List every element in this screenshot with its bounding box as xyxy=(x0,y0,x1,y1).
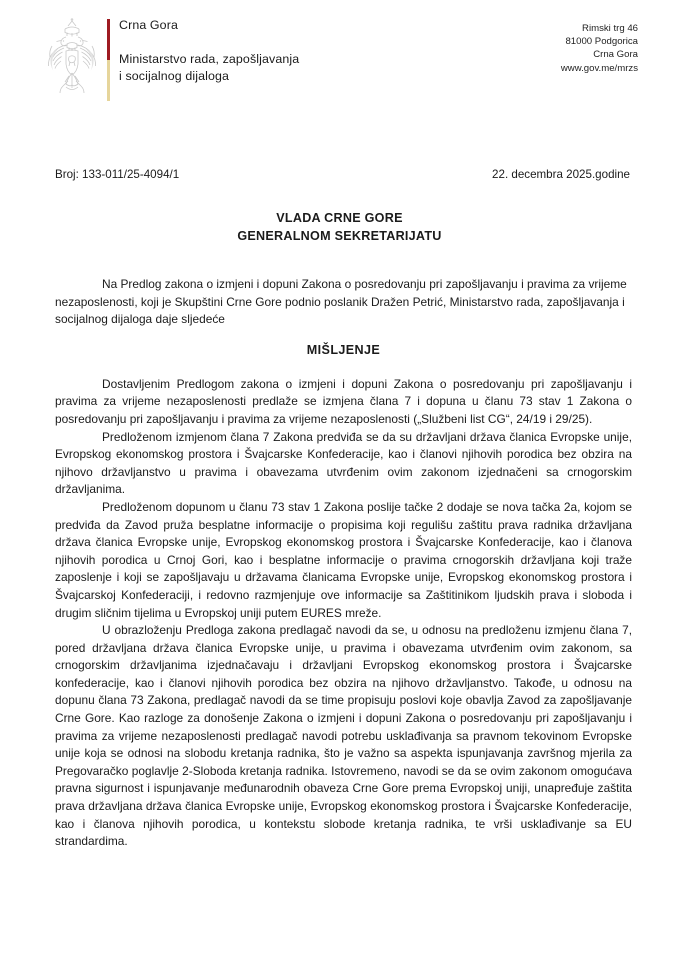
document-date: 22. decembra 2025.godine xyxy=(492,168,630,181)
ribbon-gold-segment xyxy=(107,60,110,101)
ministry-name xyxy=(119,51,449,85)
address-street: Rimski trg 46 xyxy=(582,23,638,34)
montenegro-coat-of-arms-icon xyxy=(46,16,98,104)
flag-ribbon xyxy=(107,19,110,101)
addressee-line-2: GENERALNOM SEKRETARIJATU xyxy=(237,229,442,243)
address-website[interactable]: www.gov.me/mrzs xyxy=(560,62,638,74)
lead-paragraph: Na Predlog zakona o izmjeni i dopuni Zakona o posredovanju pri zapošljavanju i pravima za vrijeme nezaposlenosti, koji je Skupštini Crne Gore podnio poslanik Dražen Petrić, Ministarstvo rada, zapošljavanja i socijalnog dijaloga daje sljedeće xyxy=(55,277,627,327)
address-country: Crna Gora xyxy=(593,49,638,61)
body-paragraph: Predloženom dopunom u članu 73 stav 1 Zakona poslije tačke 2 dodaje se nova tačka 2a, kojom se predviđa da Zavod pruža besplatne informacije o propisima koji regulišu zaštitu prava radnika državljana država članica Evropske unije, Evropskog ekonomskog prostora i Švajcarske Konfederacije, kao i članova njihovih porodica u Crnoj Gori, kao i besplatne informacije o pravima crnogorskih državljana koji traže zaposlenje i koji se zapošljavaju u državama članicama Evropske unije, Evropskog ekonomskog prostora i Švajcarskoj Konfederaciji, i redovno razmjenjuje ove informacije sa Zaštitinikom ljudskih prava i sloboda i drugim sličnim tijelima u Evropskoj uniji putem EURES mreže. xyxy=(55,499,632,620)
addressee-line-1: VLADA CRNE GORE xyxy=(276,211,403,225)
letterhead xyxy=(0,0,679,120)
body-paragraph: Dostavljenim Predlogom zakona o izmjeni i dopuni Zakona o posredovanju pri zapošljavanju i pravima za vrijeme nezaposlenosti predlaže se izmjena člana 7 i dopuna u članu 73 stav 1 Zakona o posredovanju pri zapošljavanju i pravima za vrijeme nezaposlenosti („Službeni list CG“, 24/19 i 29/25). xyxy=(55,376,632,426)
ministry-line-2: i socijalnog dijaloga xyxy=(119,69,230,83)
address-city: 81000 Podgorica xyxy=(565,36,638,48)
ribbon-red-segment xyxy=(107,19,110,60)
document-meta-row xyxy=(55,168,630,181)
addressee-block xyxy=(0,209,679,245)
body-paragraph: U obrazloženju Predloga zakona predlagač navodi da se, u odnosu na predloženu izmjenu člana 7, pored državljana država članica Evropske unije, u pravima i obavezama utvrđenim ovim zakonom, sa crnogorskim državljanima izjednačavaju i državljani Evropskog ekonomskog prostora i Švajcarske konfederacije, kao i članovi njihovih porodica bez obzira na njihovo državljanstvo. Takođe, u odnosu na dopunu člana 73 Zakona, predlagač navodi da se time propisuju poslovi koje obavlja Zavod za zapošljavanje Crne Gore. Kao razloge za donošenje Zakona o izmjeni i dopuni Zakona o posredovanju pri zapošljavanju i pravima za vrijeme nezaposlenosti predlagač navodi potrebu usklađivanja sa pravnom tekovinom Evropske unije koja se odnosi na slobodu kretanja radnika, što je važno sa aspekta ispunjavanja završnog mjerila za Pregovaračko poglavlje 2-Sloboda kretanja radnika. Istovremeno, navodi se da se ovim zakonom omogućava pravna sigurnost i ispunjavanje međunarodnih obaveza Crne Gore prema Evropskoj uniji, unapređuje zaštita prava državljana država članica Evropske unije, Evropskog ekonomskog prostora i Švajcarske Konfederacije, kao i članova njihovih porodica, u kontekstu slobode kretanja radnika, te vrši usklađivanje sa EU strandardima. xyxy=(55,623,632,849)
document-number: Broj: 133-011/25-4094/1 xyxy=(55,168,180,181)
ministry-line-1: Ministarstvo rada, zapošljavanja xyxy=(119,52,300,66)
letterhead-text xyxy=(119,18,449,85)
body-paragraph: Predloženom izmjenom člana 7 Zakona predviđa se da su državljani država članica Evropske unije, Evropskog ekonomskog prostora i Švajcarske Konfederacije, kao i članovi njihovih porodica bez obzira na njihovo državljanstvo u pravima i obavezama utvrđenim ovim zakonom izjednačeni sa crnogorskim državljanima. xyxy=(55,429,632,497)
document-body xyxy=(55,276,632,851)
address-block xyxy=(561,22,638,75)
opinion-heading: MIŠLJENJE xyxy=(306,342,381,357)
country-name: Crna Gora xyxy=(119,18,178,32)
